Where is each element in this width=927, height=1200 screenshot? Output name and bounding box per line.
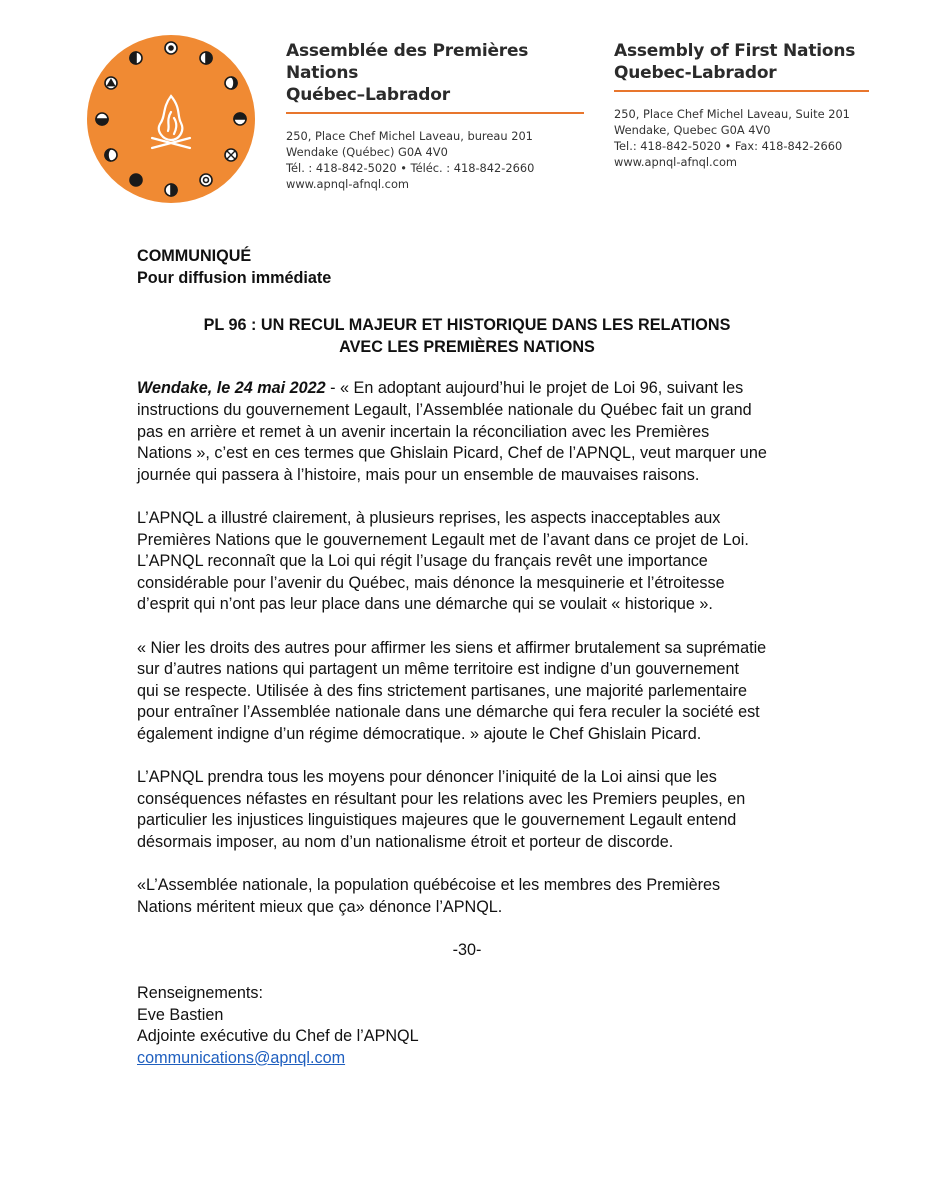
org-name-fr: Assemblée des Premières Nations Québec–Labrador [286, 41, 529, 105]
press-release [137, 246, 797, 1069]
header-divider-en [614, 90, 869, 92]
dateline: Wendake, le 24 mai 2022 [137, 379, 326, 398]
contact-email-link[interactable]: communications@apnql.com [137, 1048, 346, 1067]
release-title: PL 96 : UN RECUL MAJEUR ET HISTORIQUE DANS LES RELATIONS AVEC LES PREMIÈRES NATIONS [203, 316, 731, 356]
website-en: www.apnql-afnql.com [614, 155, 738, 169]
contact-name: Eve Bastien [137, 1005, 224, 1024]
apnql-logo [86, 34, 256, 204]
contact-role: Adjointe exécutive du Chef de l’APNQL [137, 1027, 419, 1046]
org-name-en: Assembly of First Nations Quebec-Labrador [614, 41, 856, 83]
paragraph-3: « Nier les droits des autres pour affirmer les siens et affirmer brutalement sa suprématie sur d’autres nations qui partagent un même territoire est indigne d’un gouvernement qui se respecte. Utilisée à des fins strictement partisanes, une majorité parlementaire pour entraîner l’Assemblée nationale dans une démarche qui fera reculer la société est également indigne d’un régime démocratique. » ajoute le Chef Ghislain Picard. [137, 638, 767, 743]
header-french [286, 40, 596, 192]
release-label: COMMUNIQUÉ Pour diffusion immédiate [137, 247, 332, 287]
website-fr: www.apnql-afnql.com [286, 177, 410, 191]
paragraph-4: L’APNQL prendra tous les moyens pour dénoncer l’iniquité de la Loi ainsi que les conséquences néfastes en résultant pour les relations avec les Premiers peuples, en particulier les injustices linguistiques majeures que le gouvernement Legault entend désormais imposer, au nom d’un nationalisme étroit et porteur de discorde. [137, 768, 746, 851]
end-mark: -30- [452, 940, 482, 959]
header-divider-fr [286, 112, 584, 114]
header-english [614, 40, 874, 170]
paragraph-2: L’APNQL a illustré clairement, à plusieurs reprises, les aspects inacceptables aux Premières Nations que le gouvernement Legault met de l’avant dans ce projet de Loi. L’APNQL reconnaît que la Loi qui régit l’usage du français revêt une importance considérable pour l’avenir du Québec, mais dénonce la mesquinerie et l’étroitesse d’esprit qui n’ont pas leur place dans une démarche qui se voulait « historique ». [137, 508, 749, 614]
paragraph-5: «L’Assemblée nationale, la population québécoise et les membres des Premières Nations méritent mieux que ça» dénonce l’APNQL. [137, 876, 721, 916]
contact-heading: Renseignements: [137, 984, 263, 1002]
address-en: 250, Place Chef Michel Laveau, Suite 201 Wendake, Quebec G0A 4V0 Tel.: 418-842-5020 • Fax: 418-842-2660 www.apnql-afnql.com [614, 106, 874, 170]
paragraph-1: Wendake, le 24 mai 2022 - « En adoptant aujourd’hui le projet de Loi 96, suivant les instructions du gouvernement Legault, l’Assemblée nationale du Québec fait un grand pas en arrière et remet à un avenir incertain la réconciliation avec les Premières Nations », c’est en ces termes que Ghislain Picard, Chef de l’APNQL, veut marquer une journée qui passera à l’histoire, mais pour un ensemble de mauvaises raisons. [137, 379, 767, 484]
address-fr: 250, Place Chef Michel Laveau, bureau 201 Wendake (Québec) G0A 4V0 Tél. : 418-842-5020 • Téléc. : 418-842-2660 www.apnql-afnql.com [286, 128, 596, 192]
contact-block [137, 983, 797, 1069]
